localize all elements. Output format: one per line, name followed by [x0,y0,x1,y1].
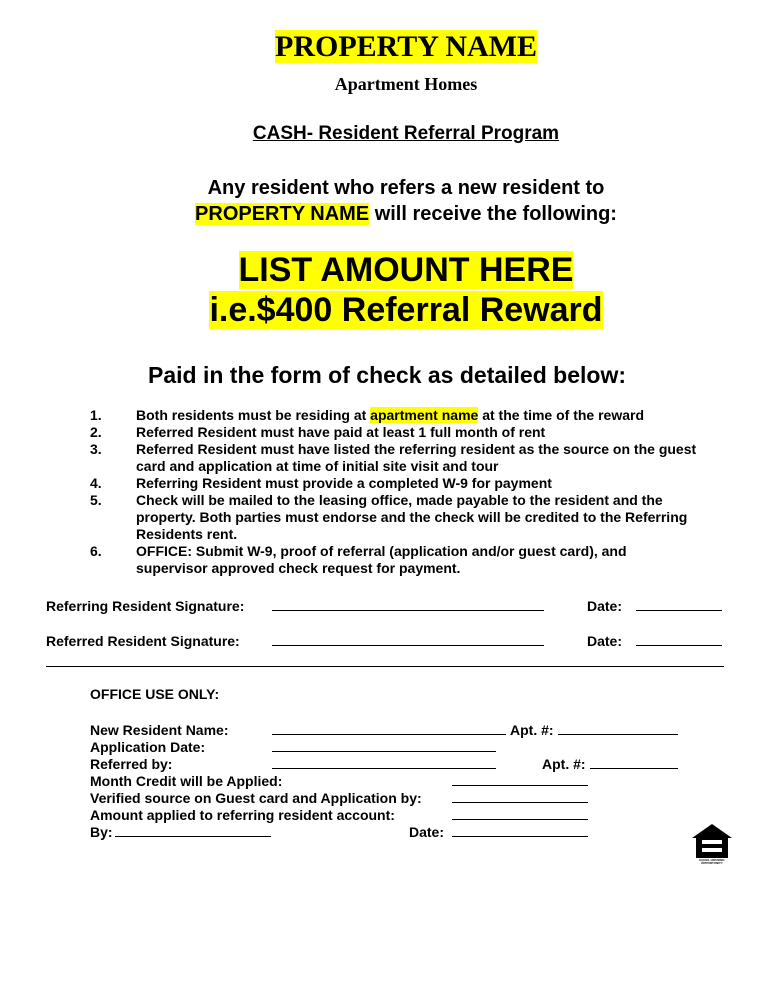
list-item-number: 1. [90,407,102,423]
list-item [0,543,768,577]
list-item-number: 3. [90,441,102,457]
list-item-text-before: Both residents must be residing at [136,407,371,423]
apt-label: Apt. #: [510,722,554,738]
intro-line-2 [0,201,768,227]
list-item-text: OFFICE: Submit W-9, proof of referral (application and/or guest card), and supervisor approved check request for payment. [136,543,627,576]
apt-line[interactable] [558,720,678,735]
apartment-name-highlight: apartment name [370,407,479,423]
application-date-line[interactable] [272,737,496,752]
referred-signature-label: Referred Resident Signature: [46,633,240,649]
amount-applied-line[interactable] [452,805,588,820]
amount-applied-label: Amount applied to referring resident account: [90,807,395,823]
apt-line-2[interactable] [590,754,678,769]
verified-source-label: Verified source on Guest card and Application by: [90,790,422,806]
list-item-text: Check will be mailed to the leasing office, made payable to the resident and the property. Both parties must endorse and the check will be credited to the Referring Residents rent. [136,492,688,542]
referred-date-label: Date: [587,633,623,649]
intro-property-name: PROPERTY NAME [195,203,370,225]
month-credit-label: Month Credit will be Applied: [90,773,283,789]
equal-housing-logo [690,822,734,870]
list-item [0,441,768,475]
list-item-text: Referred Resident must have paid at least 1 full month of rent [136,424,546,440]
divider [46,666,724,667]
reward-line-1: LIST AMOUNT HERE [238,251,574,289]
list-item-number: 6. [90,543,102,559]
list-item-text-after: at the time of the reward [478,407,645,423]
office-date-label: Date: [409,824,445,840]
list-item-number: 2. [90,424,102,440]
new-resident-label: New Resident Name: [90,722,229,738]
paid-heading: Paid in the form of check as detailed below: [148,362,626,388]
referring-signature-label: Referring Resident Signature: [46,598,245,614]
property-name-title [0,30,768,64]
list-item-number: 4. [90,475,102,491]
office-use-heading: OFFICE USE ONLY: [90,686,220,702]
property-name-highlight: PROPERTY NAME [275,30,537,63]
list-item-text [136,407,736,424]
intro-line-2-rest: will receive the following: [369,203,617,225]
list-item [0,492,768,543]
referred-date-line[interactable] [636,631,722,646]
referred-signature-line[interactable] [272,631,544,646]
referring-date-label: Date: [587,598,623,614]
office-date-line[interactable] [452,822,588,837]
program-title: CASH- Resident Referral Program [252,123,560,144]
list-item-number: 5. [90,492,102,508]
verified-source-line[interactable] [452,788,588,803]
subtitle: Apartment Homes [334,74,478,94]
equal-housing-caption: EQUAL HOUSING OPPORTUNITY [699,858,725,865]
reward-line-2: i.e.$400 Referral Reward [209,291,603,329]
list-item-text: Referred Resident must have listed the referring resident as the source on the guest card and application at time of initial site visit and tour [136,441,697,474]
reward-block [0,250,768,330]
by-label: By: [90,824,113,840]
referring-date-line[interactable] [636,596,722,611]
list-item [0,475,768,492]
apt-label-2: Apt. #: [542,756,586,772]
list-item [0,407,768,424]
application-date-label: Application Date: [90,739,206,755]
intro-line-1: Any resident who refers a new resident to [207,177,605,199]
referred-by-line[interactable] [272,754,496,769]
list-item-text: Referring Resident must provide a completed W-9 for payment [136,475,552,491]
conditions-list [0,407,768,577]
intro-text [0,175,768,227]
referring-signature-line[interactable] [272,596,544,611]
by-line[interactable] [115,822,271,837]
month-credit-line[interactable] [452,771,588,786]
list-item [0,424,768,441]
new-resident-line[interactable] [272,720,506,735]
referred-by-label: Referred by: [90,756,173,772]
